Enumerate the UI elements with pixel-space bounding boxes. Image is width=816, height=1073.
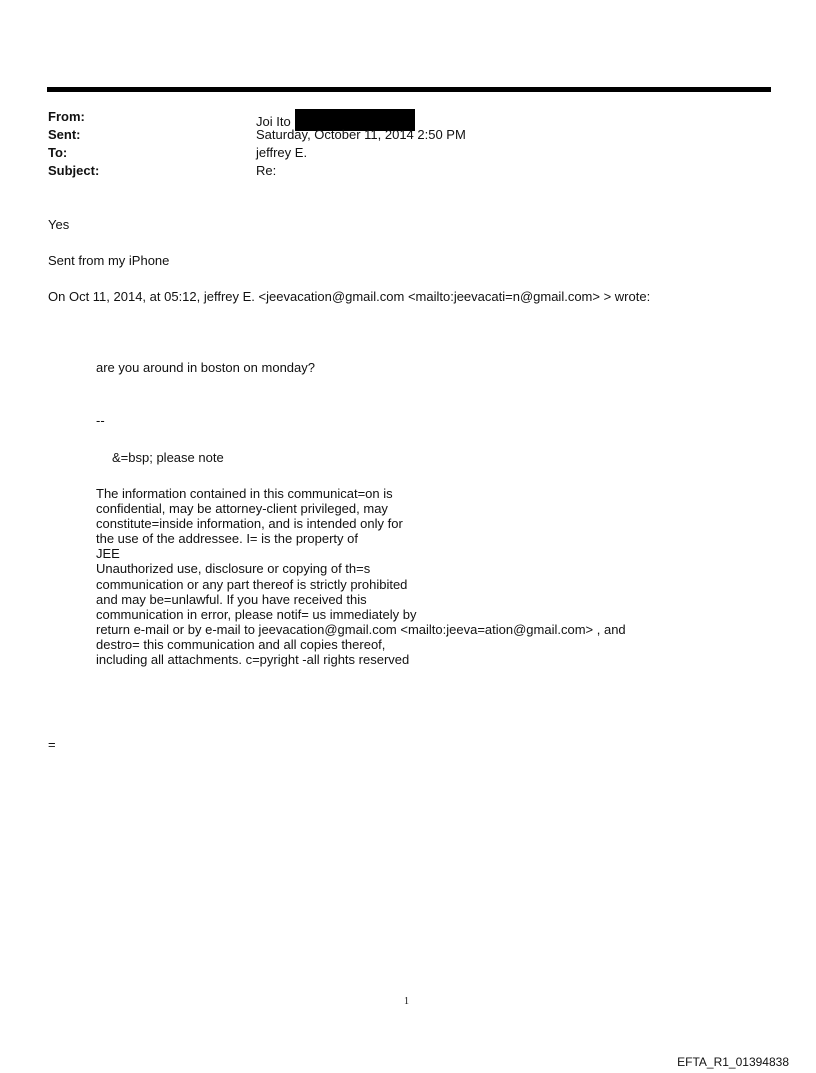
signature: Sent from my iPhone: [48, 253, 170, 268]
reply-text: Yes: [48, 217, 70, 232]
disclaimer-text: The information contained in this communicat=on is confidential, may be attorney-client privileged, may constitute=inside information, and is intended only for the use of the addressee. I= is the property of JEE Unauthorized use, disclosure or copying of th=s communication or any part thereof is strictly prohibited and may be=unlawful. If you have received this communication in error, please notif= us immediately by return e-mail or by e-mail to jeevacation@gmail.com <mailto:jeeva=ation@gmail.com> , and destro= this communication and all copies thereof, including all attachments. c=pyright -all rights reserved: [96, 486, 626, 668]
page-number: 1: [404, 996, 409, 1007]
trailing-equals: =: [48, 737, 56, 752]
dash-separator: --: [96, 413, 105, 428]
quoted-message: are you around in boston on monday?: [96, 360, 315, 375]
subject-label: Subject:: [48, 163, 100, 178]
document-id: EFTA_R1_01394838: [677, 1055, 789, 1069]
sent-value: Saturday, October 11, 2014 2:50 PM: [256, 127, 466, 142]
sent-label: Sent:: [48, 127, 81, 142]
from-label: From:: [48, 109, 85, 124]
to-label: To:: [48, 145, 68, 160]
note-line: &=bsp; please note: [112, 450, 224, 465]
to-value: jeffrey E.: [256, 145, 308, 160]
subject-value: Re:: [256, 163, 277, 178]
quote-intro: On Oct 11, 2014, at 05:12, jeffrey E. <jeevacation@gmail.com <mailto:jeevacati=n@gmail.com> > wrote:: [48, 289, 651, 304]
header-rule: [47, 87, 771, 92]
from-name: Joi Ito: [256, 114, 291, 129]
